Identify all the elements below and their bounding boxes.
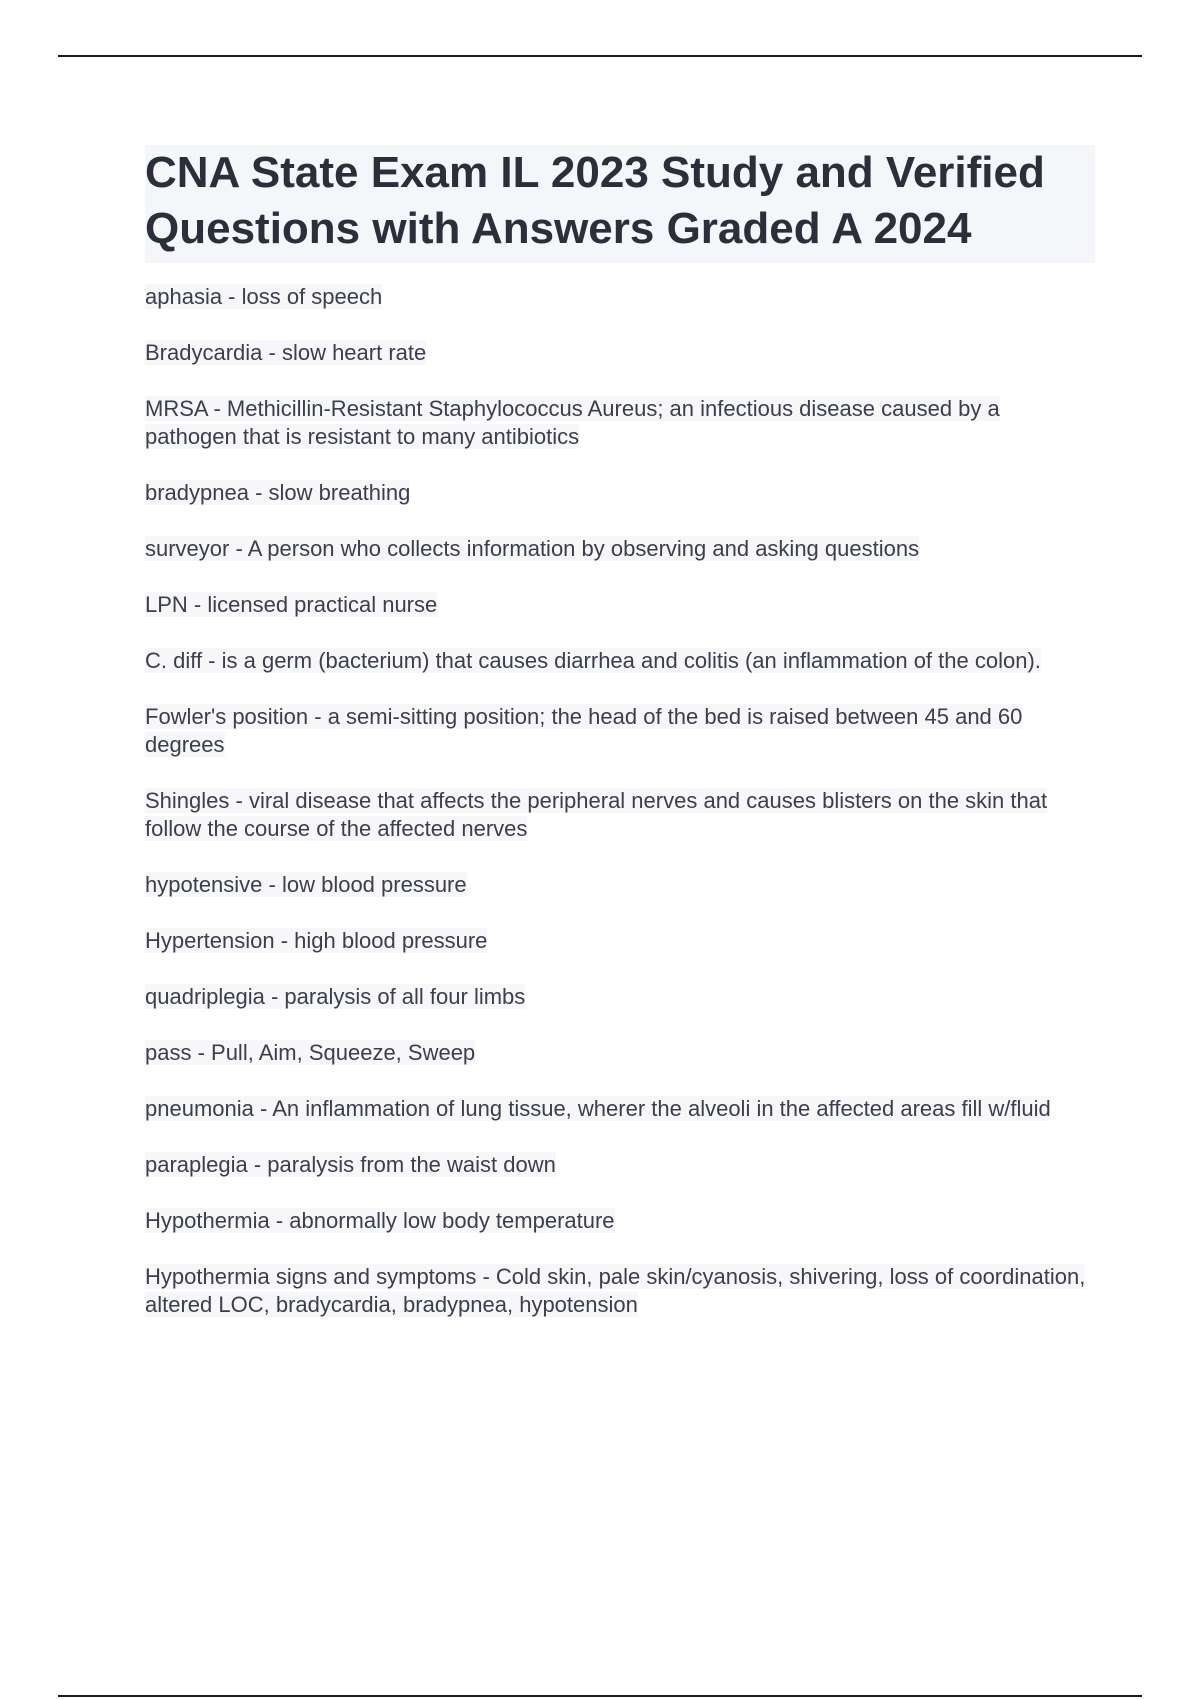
definition-entry [145, 395, 1095, 451]
footer-divider [58, 1695, 1142, 1697]
definition-text: quadriplegia - paralysis of all four limbs [145, 984, 526, 1009]
title-block [145, 145, 1095, 263]
definition-entry [145, 1263, 1095, 1319]
definition-entry [145, 339, 1095, 367]
definition-list [145, 283, 1095, 1319]
definition-text: Hypothermia - abnormally low body temperature [145, 1208, 615, 1233]
definition-text: C. diff - is a germ (bacterium) that causes diarrhea and colitis (an inflammation of the colon). [145, 648, 1041, 673]
definition-text: paraplegia - paralysis from the waist down [145, 1152, 556, 1177]
definition-text: Fowler's position - a semi-sitting position; the head of the bed is raised between 45 and 60 degrees [145, 704, 1023, 757]
definition-text: MRSA - Methicillin-Resistant Staphylococcus Aureus; an infectious disease caused by a pathogen that is resistant to many antibiotics [145, 396, 1000, 449]
definition-entry [145, 983, 1095, 1011]
document-body [145, 145, 1095, 1347]
definition-text: LPN - licensed practical nurse [145, 592, 438, 617]
definition-text: hypotensive - low blood pressure [145, 872, 467, 897]
definition-entry [145, 535, 1095, 563]
definition-text: pneumonia - An inflammation of lung tissue, wherer the alveoli in the affected areas fill w/fluid [145, 1096, 1051, 1121]
definition-entry [145, 283, 1095, 311]
definition-entry [145, 591, 1095, 619]
definition-entry [145, 703, 1095, 759]
definition-entry [145, 1207, 1095, 1235]
definition-text: Bradycardia - slow heart rate [145, 340, 427, 365]
definition-text: Shingles - viral disease that affects the peripheral nerves and causes blisters on the skin that follow the course of the affected nerves [145, 788, 1048, 841]
definition-text: Hypertension - high blood pressure [145, 928, 488, 953]
definition-text: pass - Pull, Aim, Squeeze, Sweep [145, 1040, 476, 1065]
definition-entry [145, 1151, 1095, 1179]
definition-text: surveyor - A person who collects information by observing and asking questions [145, 536, 920, 561]
definition-text: Hypothermia signs and symptoms - Cold skin, pale skin/cyanosis, shivering, loss of coordination, altered LOC, bradycardia, bradypnea, hypotension [145, 1264, 1086, 1317]
definition-entry [145, 647, 1095, 675]
definition-entry [145, 1095, 1095, 1123]
definition-entry [145, 1039, 1095, 1067]
definition-entry [145, 927, 1095, 955]
definition-text: bradypnea - slow breathing [145, 480, 411, 505]
definition-entry [145, 871, 1095, 899]
header-divider [58, 55, 1142, 57]
definition-entry [145, 479, 1095, 507]
definition-text: aphasia - loss of speech [145, 284, 383, 309]
document-title: CNA State Exam IL 2023 Study and Verified Questions with Answers Graded A 2024 [145, 148, 1045, 253]
definition-entry [145, 787, 1095, 843]
